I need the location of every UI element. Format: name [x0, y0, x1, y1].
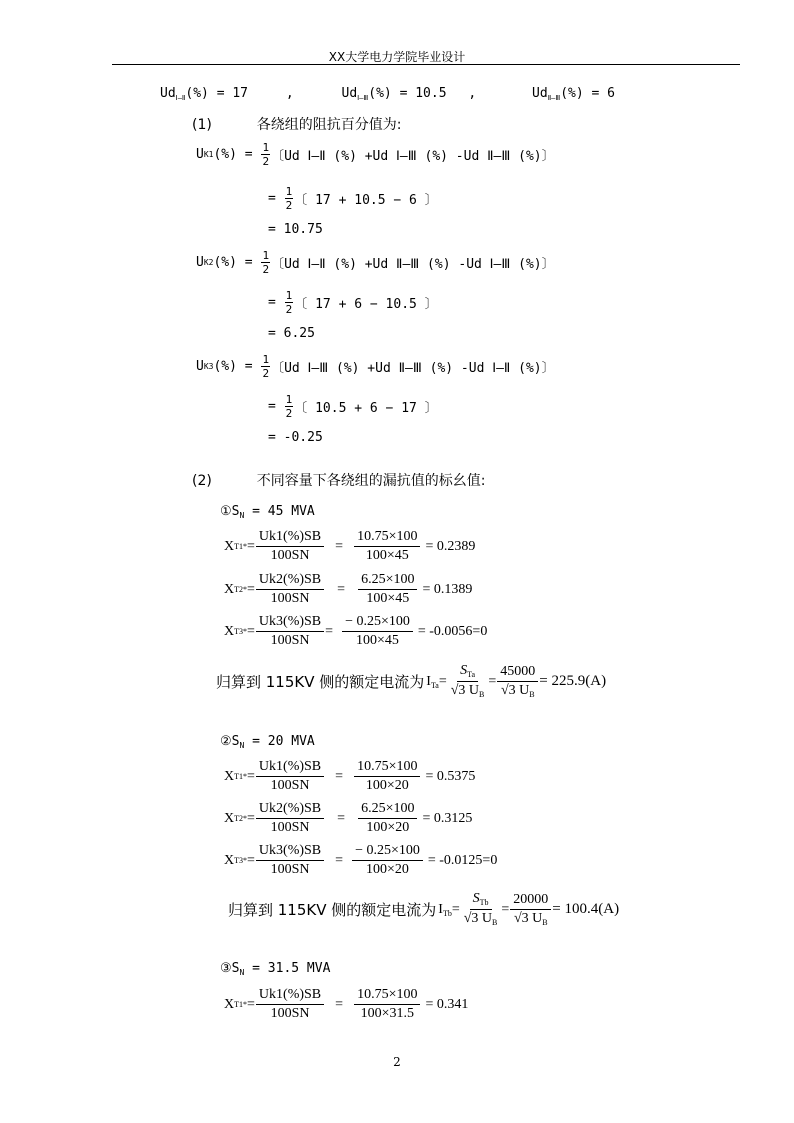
x1-result: = 0.5375: [425, 768, 476, 784]
equals-sign: =: [451, 901, 460, 917]
caseA-x2-formula: X T2* = $\frac{Uk2(\%)SB}{100SN}$ = $\frac{6.25\times 100}{100\times 45}$ = 0.1389: [224, 572, 473, 606]
caseA-x3-formula: X T3* = $\frac{Uk3(\%)SB}{100SN}$ = $\frac{- 0.25\times 100}{100\times 45}$ = -0.0056=0: [224, 614, 488, 648]
current-general-fraction: $\frac{S_{Tb}}{√3 U_B}$: [463, 891, 498, 927]
caseB-x2-formula: X T2* = $\frac{Uk2(\%)SB}{100SN}$ = $\frac{6.25\times 100}{100\times 20}$ = 0.3125: [224, 801, 473, 835]
equals-sign: =: [337, 581, 346, 597]
caseC-x1-formula: X T1* = $\frac{Uk1(\%)SB}{100SN}$ = $\frac{10.75\times 100}{100\times 31.5}$ = 0.341: [224, 987, 469, 1021]
equals-sign: =: [337, 810, 346, 826]
x-numeric-fraction: $\frac{10.75\times 100}{100\times 45}$: [354, 530, 420, 563]
half-fraction: $\frac{1}{2}$: [285, 185, 293, 212]
caseB-x3-formula: X T3* = $\frac{Uk3(\%)SB}{100SN}$ = $\frac{- 0.25\times 100}{100\times 20}$ = -0.0125=0: [224, 843, 498, 877]
equals-sign: =: [335, 852, 344, 868]
uk3-step-expression: 〔 10.5 + 6 − 17 〕: [294, 401, 438, 416]
uk1-step-expression: 〔 17 + 10.5 − 6 〕: [294, 193, 438, 208]
half-fraction: $\frac{1}{2}$: [285, 289, 293, 316]
x-numeric-fraction: $\frac{10.75\times 100}{100\times 31.5}$: [354, 988, 420, 1021]
x-numeric-fraction: $\frac{10.75\times 100}{100\times 20}$: [354, 760, 420, 793]
x1-subscript: T1*: [234, 542, 248, 551]
uk1-subscript: K1: [203, 150, 214, 159]
given-separator: ,: [285, 86, 294, 101]
caseC-label: [220, 961, 330, 977]
caseB-x1-formula: X T1* = $\frac{Uk1(\%)SB}{100SN}$ = $\frac{10.75\times 100}{100\times 20}$ = 0.5375: [224, 759, 476, 793]
rated-current-text: 归算到 115KV 侧的额定电流为: [228, 901, 437, 919]
caseA-label: [220, 504, 315, 520]
x3-subscript: T3*: [234, 627, 248, 636]
uk1-lhs-tail: (%) =: [213, 147, 253, 162]
equals-sign: =: [325, 623, 334, 639]
uk2-symbol: U: [196, 255, 204, 270]
equals-sign: =: [438, 673, 447, 689]
current-result: = 225.9(A): [539, 673, 607, 689]
current-symbol: I: [426, 673, 431, 689]
caseB-current-formula: [228, 892, 619, 927]
section1-heading: [192, 114, 401, 134]
current-numeric-fraction: $\frac{20000}{√3 U_B}$: [510, 893, 551, 927]
uk3-step-equals: =: [268, 399, 276, 414]
section1-title: 各绕组的阻抗百分值为:: [256, 117, 402, 133]
x3-subscript: T3*: [234, 856, 248, 865]
current-subscript: Tb: [442, 908, 452, 918]
uk3-expression: 〔Ud Ⅰ—Ⅲ (%) +Ud Ⅱ—Ⅲ (%) -Ud Ⅰ—Ⅱ (%)〕: [271, 361, 555, 376]
section2-number: (2): [192, 473, 212, 489]
given-ud13-label: Ud: [341, 86, 358, 101]
page-header: XX大学电力学院毕业设计: [328, 50, 466, 64]
given-ud23-label: Ud: [532, 86, 548, 101]
x1-result: = 0.341: [425, 996, 469, 1012]
header-rule: [112, 64, 740, 65]
caseA-label-text: ①S: [220, 504, 240, 519]
uk3-lhs-tail: (%) =: [213, 359, 253, 374]
uk2-step-equals: =: [268, 295, 276, 310]
caseB-value: = 20 MVA: [252, 734, 315, 749]
uk1-symbol: U: [196, 147, 204, 162]
uk2-lhs-tail: (%) =: [213, 255, 253, 270]
x1-symbol: X: [224, 996, 235, 1012]
x2-symbol: X: [224, 581, 235, 597]
uk1-result: = 10.75: [268, 222, 323, 237]
caseB-label: [220, 734, 315, 750]
equals-sign: =: [488, 673, 497, 689]
given-ud12-label: Ud: [160, 86, 176, 101]
x3-result: = -0.0125=0: [427, 852, 498, 868]
caseC-label-sub: N: [239, 968, 245, 977]
current-general-fraction: $\frac{S_{Ta}}{√3 U_B}$: [450, 663, 485, 699]
caseB-label-sub: N: [239, 741, 245, 750]
x1-symbol: X: [224, 768, 235, 784]
given-ud13-value: (%) = 10.5: [368, 86, 447, 101]
uk3-result: = -0.25: [268, 430, 323, 445]
uk1-step: [268, 186, 438, 211]
uk1-expression: 〔Ud Ⅰ—Ⅱ (%) +Ud Ⅰ—Ⅲ (%) -Ud Ⅱ—Ⅲ (%)〕: [271, 149, 555, 164]
rated-current-text: 归算到 115KV 侧的额定电流为: [216, 673, 425, 691]
x2-result: = 0.3125: [422, 810, 473, 826]
x-general-fraction: $\frac{Uk2(\%)SB}{100SN}$: [256, 573, 324, 606]
current-symbol: I: [438, 901, 443, 917]
uk3-symbol: U: [196, 359, 204, 374]
half-fraction: $\frac{1}{2}$: [262, 353, 270, 380]
uk2-step: [268, 290, 438, 315]
x-general-fraction: $\frac{Uk1(\%)SB}{100SN}$: [256, 988, 324, 1021]
x3-result: = -0.0056=0: [417, 623, 488, 639]
section2-title: 不同容量下各绕组的漏抗值的标幺值:: [256, 473, 486, 489]
equals-sign: =: [335, 996, 344, 1012]
equals-sign: =: [501, 901, 510, 917]
x2-subscript: T2*: [234, 585, 248, 594]
given-ud12-value: (%) = 17: [185, 86, 249, 101]
uk1-step-equals: =: [268, 191, 276, 206]
half-fraction: $\frac{1}{2}$: [262, 249, 270, 276]
current-subscript: Ta: [430, 680, 439, 690]
caseC-label-text: ③S: [220, 961, 240, 976]
half-fraction: $\frac{1}{2}$: [285, 393, 293, 420]
x-general-fraction: $\frac{Uk3(\%)SB}{100SN}$: [256, 844, 324, 877]
given-line: [160, 86, 615, 102]
caseA-x1-formula: X T1* = $\frac{Uk1(\%)SB}{100SN}$ = $\frac{10.75\times 100}{100\times 45}$ = 0.2389: [224, 529, 476, 563]
current-result: = 100.4(A): [552, 901, 620, 917]
section1-number: (1): [192, 117, 212, 133]
caseA-current-formula: [216, 664, 606, 699]
x-numeric-fraction: $\frac{- 0.25\times 100}{100\times 45}$: [342, 615, 413, 648]
x1-result: = 0.2389: [425, 538, 476, 554]
given-ud12-sub: Ⅰ—Ⅱ: [175, 94, 186, 102]
uk2-subscript: K2: [203, 258, 214, 267]
uk2-result: = 6.25: [268, 326, 315, 341]
uk1-formula: [196, 142, 555, 167]
x3-symbol: X: [224, 852, 235, 868]
caseA-value: = 45 MVA: [252, 504, 315, 519]
caseB-label-text: ②S: [220, 734, 240, 749]
equals-sign: =: [335, 768, 344, 784]
x-general-fraction: $\frac{Uk2(\%)SB}{100SN}$: [256, 802, 324, 835]
x2-subscript: T2*: [234, 814, 248, 823]
caseC-value: = 31.5 MVA: [252, 961, 331, 976]
x1-subscript: T1*: [234, 1000, 248, 1009]
caseA-label-sub: N: [239, 511, 245, 520]
half-fraction: $\frac{1}{2}$: [262, 141, 270, 168]
uk2-formula: [196, 250, 555, 275]
equals-sign: =: [335, 538, 344, 554]
x-numeric-fraction: $\frac{6.25\times 100}{100\times 45}$: [358, 573, 417, 606]
x1-subscript: T1*: [234, 772, 248, 781]
given-ud23-sub: Ⅱ—Ⅲ: [547, 94, 561, 102]
uk3-formula: [196, 354, 555, 379]
current-numeric-fraction: $\frac{45000}{√3 U_B}$: [497, 665, 538, 699]
given-ud23-value: (%) = 6: [560, 86, 615, 101]
x2-result: = 0.1389: [422, 581, 473, 597]
x2-symbol: X: [224, 810, 235, 826]
x-numeric-fraction: $\frac{6.25\times 100}{100\times 20}$: [358, 802, 417, 835]
x3-symbol: X: [224, 623, 235, 639]
given-separator: ,: [468, 86, 477, 101]
x-numeric-fraction: $\frac{- 0.25\times 100}{100\times 20}$: [352, 844, 423, 877]
x-general-fraction: $\frac{Uk3(\%)SB}{100SN}$: [256, 615, 324, 648]
uk2-step-expression: 〔 17 + 6 − 10.5 〕: [294, 297, 438, 312]
section2-heading: [192, 470, 485, 490]
uk2-expression: 〔Ud Ⅰ—Ⅱ (%) +Ud Ⅱ—Ⅲ (%) -Ud Ⅰ—Ⅲ (%)〕: [271, 257, 555, 272]
page-number: 2: [393, 1055, 401, 1069]
x-general-fraction: $\frac{Uk1(\%)SB}{100SN}$: [256, 530, 324, 563]
given-ud13-sub: Ⅰ—Ⅲ: [357, 94, 369, 102]
x1-symbol: X: [224, 538, 235, 554]
uk3-step: [268, 394, 438, 419]
x-general-fraction: $\frac{Uk1(\%)SB}{100SN}$: [256, 760, 324, 793]
uk3-subscript: K3: [203, 362, 214, 371]
